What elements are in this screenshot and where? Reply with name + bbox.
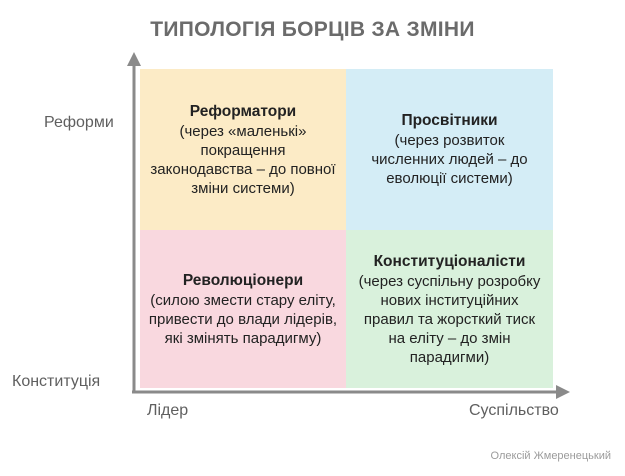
author-credit: Олексій Жмеренецький [490,450,611,462]
quadrant-title: Реформатори [189,102,297,120]
quadrant-title: Конституціоналісти [373,252,526,270]
quadrant-description: (силою змести стару еліту, привести до влади лідерів, які змінять парадигму) [148,291,338,347]
x-axis-right-label: Суспільство [469,402,559,419]
quadrant-description: (через суспільну розробку нових інституційних правил та жорсткий тиск на еліту – до змін парадигми) [358,272,541,366]
quadrant-description: (через «маленькі» покращення законодавства – до повної зміни системи) [150,122,336,197]
quadrant-title: Просвітники [401,112,498,129]
y-axis-bottom-label: Конституція [12,373,101,390]
y-axis-top-label: Реформи [44,114,114,131]
diagram-title: ТИПОЛОГІЯ БОРЦІВ ЗА ЗМІНИ [150,18,475,41]
x-axis-left-label: Лідер [147,402,189,419]
y-axis-arrow-icon [127,52,141,66]
quadrant-title: Революціонери [182,271,304,289]
quadrant-description: (через розвиток численних людей – до еволюції системи) [371,132,528,187]
x-axis-arrow-icon [556,385,570,399]
